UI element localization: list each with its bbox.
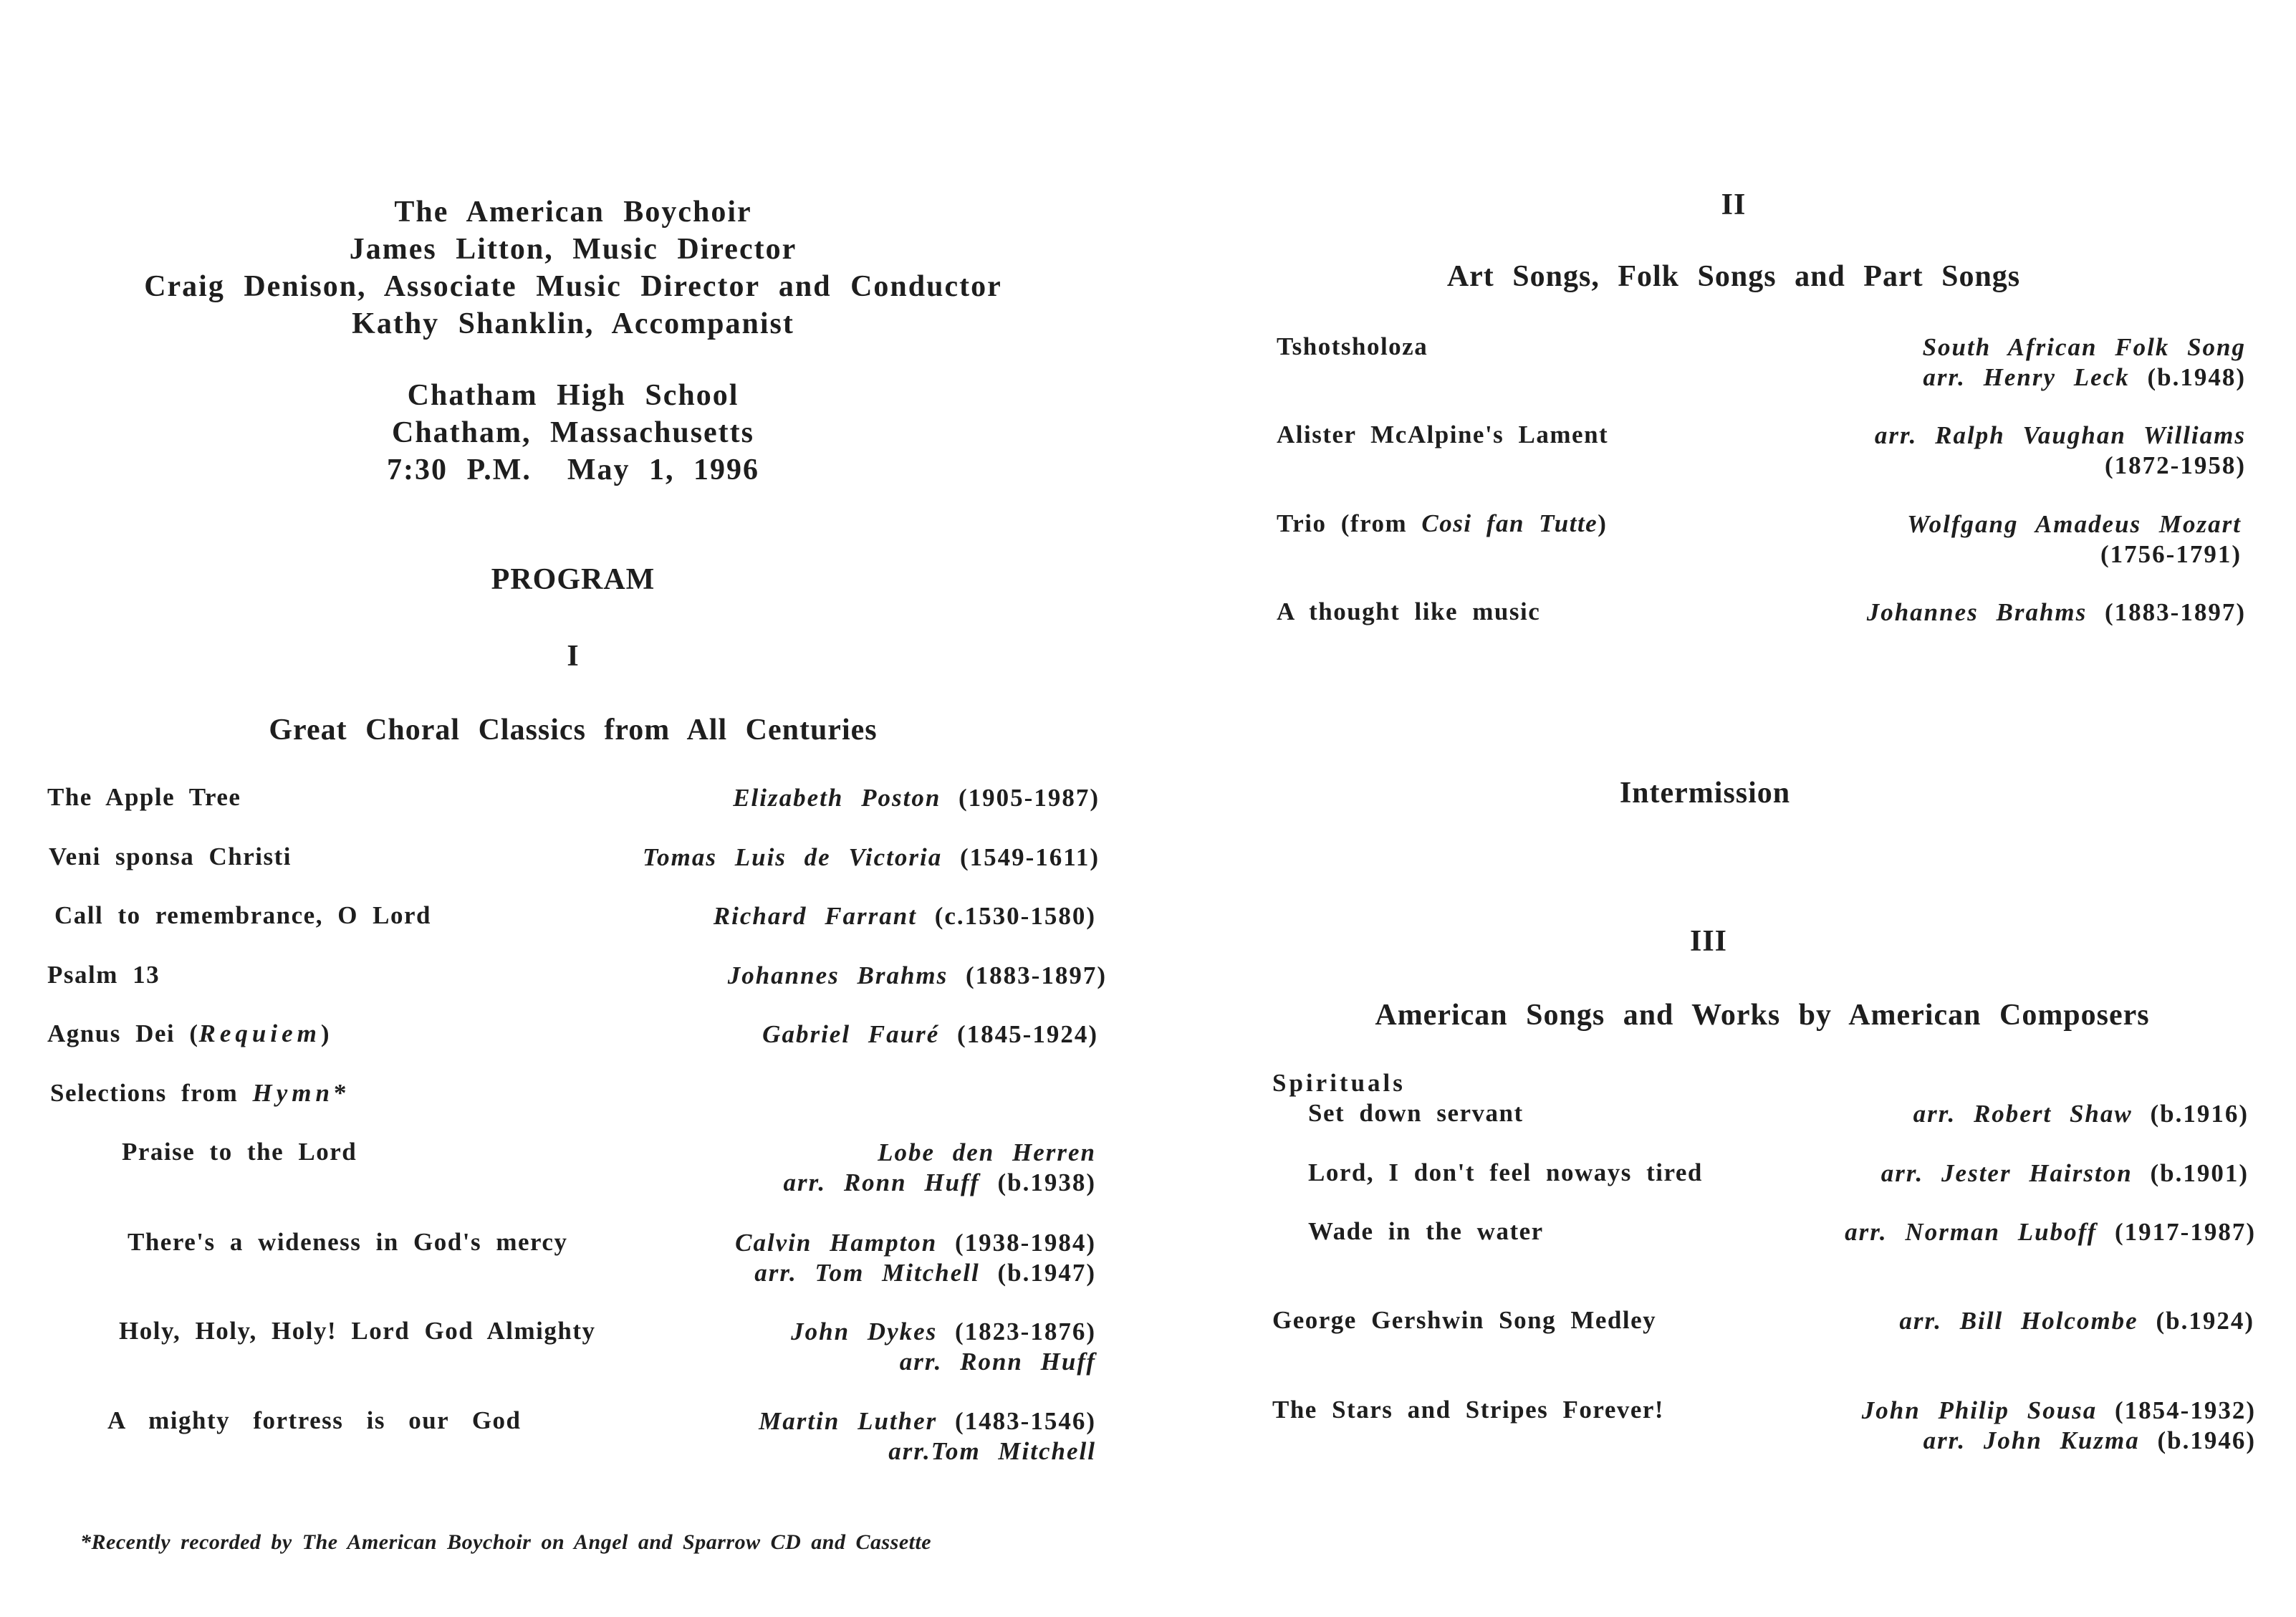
piece-composer: Johannes Brahms (1883-1897) [1866,598,2246,626]
part-two-title: Art Songs, Folk Songs and Part Songs [1446,260,2021,293]
hymn-composer: Lobe den Herren arr. Ronn Huff (b.1938) [783,1138,1096,1196]
hymn-composer: John Dykes (1823-1876) arr. Ronn Huff [791,1318,1096,1376]
hymn-title: Holy, Holy, Holy! Lord God Almighty [119,1317,596,1345]
spiritual-title: Wade in the water [1308,1217,1544,1245]
concert-date: May 1, 1996 [567,454,760,486]
piece-title: Trio (from Cosi fan Tutte) [1277,509,1608,537]
spiritual-composer: arr. Robert Shaw (b.1916) [1913,1100,2249,1128]
piece-composer: John Philip Sousa (1854-1932) arr. John Kuzma (b.1946) [1861,1396,2256,1454]
part-one-numeral: I [567,640,580,673]
concert-time: 7:30 P.M. [386,454,532,486]
part-three-title: American Songs and Works by American Composers [1375,999,2150,1032]
spiritual-composer: arr. Norman Luboff (1917-1987) [1845,1218,2256,1246]
piece-title: Alister McAlpine's Lament [1277,421,1609,448]
spiritual-title: Set down servant [1308,1099,1524,1127]
choir-name: The American Boychoir [394,196,752,229]
piece-title: Call to remembrance, O Lord [54,901,432,929]
hymn-composer: Martin Luther (1483-1546) arr.Tom Mitchell [759,1407,1096,1465]
piece-composer: Johannes Brahms (1883-1897) [727,961,1107,989]
piece-composer: Gabriel Fauré (1845-1924) [762,1020,1098,1048]
spiritual-composer: arr. Jester Hairston (b.1901) [1880,1159,2249,1187]
piece-title: A thought like music [1277,598,1541,625]
spirituals-label: Spirituals [1272,1069,1406,1097]
hymn-title: There's a wideness in God's mercy [128,1228,568,1256]
accompanist: Kathy Shanklin, Accompanist [352,307,794,340]
header-spacer [57,342,1089,377]
concert-header [57,193,1089,489]
venue-school: Chatham High School [407,379,739,412]
piece-composer: arr. Bill Holcombe (b.1924) [1899,1307,2254,1335]
part-two-numeral: II [1721,188,1747,221]
piece-composer: arr. Ralph Vaughan Williams (1872-1958) [1874,421,2246,479]
piece-composer: Wolfgang Amadeus Mozart (1756-1791) [1907,510,2242,568]
piece-composer: Elizabeth Poston (1905-1987) [733,784,1100,812]
spiritual-title: Lord, I don't feel noways tired [1308,1158,1703,1186]
part-one-title: Great Choral Classics from All Centuries [269,714,878,747]
piece-title: The Stars and Stripes Forever! [1272,1396,1665,1424]
piece-title: Agnus Dei (Requiem) [47,1019,331,1047]
piece-composer: South African Folk Song arr. Henry Leck (b.1948) [1922,333,2246,391]
venue-town: Chatham, Massachusetts [391,416,754,449]
intermission-label: Intermission [1619,777,1791,810]
piece-composer: Richard Farrant (c.1530-1580) [713,902,1096,930]
piece-title: Psalm 13 [47,961,160,989]
associate-director: Craig Denison, Associate Music Director and Conductor [144,270,1002,303]
piece-title: Veni sponsa Christi [49,843,292,870]
music-director: James Litton, Music Director [349,233,797,266]
hymn-title: A mighty fortress is our God [107,1406,522,1434]
piece-title: George Gershwin Song Medley [1272,1306,1657,1334]
hymn-composer: Calvin Hampton (1938-1984) arr. Tom Mitchell (b.1947) [735,1229,1096,1287]
piece-title: The Apple Tree [47,783,241,811]
piece-composer: Tomas Luis de Victoria (1549-1611) [642,843,1100,871]
part-three-numeral: III [1689,925,1728,958]
date-time [57,451,1089,489]
hymn-title: Praise to the Lord [122,1138,357,1166]
piece-title: Tshotsholoza [1277,332,1428,360]
program-title: PROGRAM [491,563,655,596]
footnote: *Recently recorded by The American Boychoir on Angel and Sparrow CD and Cassette [80,1530,932,1554]
selections-heading: Selections from Hymn* [50,1079,347,1107]
